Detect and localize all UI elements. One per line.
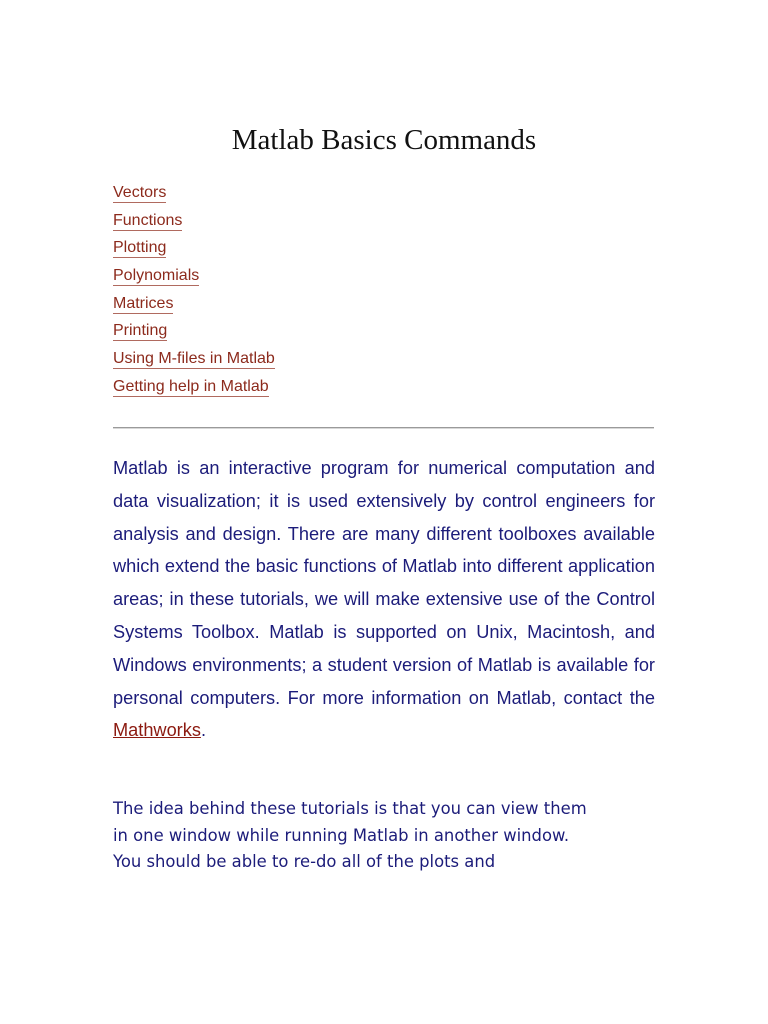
toc-item (113, 180, 275, 208)
page-title: Matlab Basics Commands (231, 124, 537, 156)
table-of-contents (113, 180, 275, 402)
intro-text: Matlab is an interactive program for numerical computation and data visualization; it is used extensively by control engineers for analysis and design. There are many different toolboxes available which extend the basic functions of Matlab into different application areas; in these tutorials, we will make extensive use of the Control Systems Toolbox. Matlab is supported on Unix, Macintosh, and Windows environments; a student version of Matlab is available for personal computers. For more information on Matlab, contact the (113, 458, 655, 708)
toc-link-printing[interactable]: Printing (113, 322, 168, 340)
idea-line-1: The idea behind these tutorials is that you can view them (113, 799, 587, 818)
idea-paragraph (113, 796, 673, 876)
intro-period: . (200, 720, 206, 741)
toc-link-getting-help[interactable]: Getting help in Matlab (113, 377, 269, 395)
idea-line-3: You should be able to re-do all of the plots and (113, 852, 496, 871)
toc-item (113, 263, 275, 291)
toc-item (113, 346, 275, 374)
toc-item (113, 208, 275, 236)
toc-link-matrices[interactable]: Matrices (113, 294, 174, 312)
toc-link-plotting[interactable]: Plotting (113, 239, 167, 257)
toc-link-m-files[interactable]: Using M-files in Matlab (113, 350, 275, 368)
toc-item (113, 318, 275, 346)
toc-link-functions[interactable]: Functions (113, 211, 183, 229)
intro-paragraph (113, 452, 655, 747)
toc-item (113, 235, 275, 263)
toc-item (113, 291, 275, 319)
idea-line-2: in one window while running Matlab in another window. (113, 825, 570, 845)
horizontal-divider (113, 427, 654, 429)
mathworks-link[interactable]: Mathworks (113, 720, 201, 741)
toc-link-vectors[interactable]: Vectors (113, 184, 167, 201)
toc-link-polynomials[interactable]: Polynomials (113, 267, 200, 285)
toc-item (113, 374, 275, 402)
